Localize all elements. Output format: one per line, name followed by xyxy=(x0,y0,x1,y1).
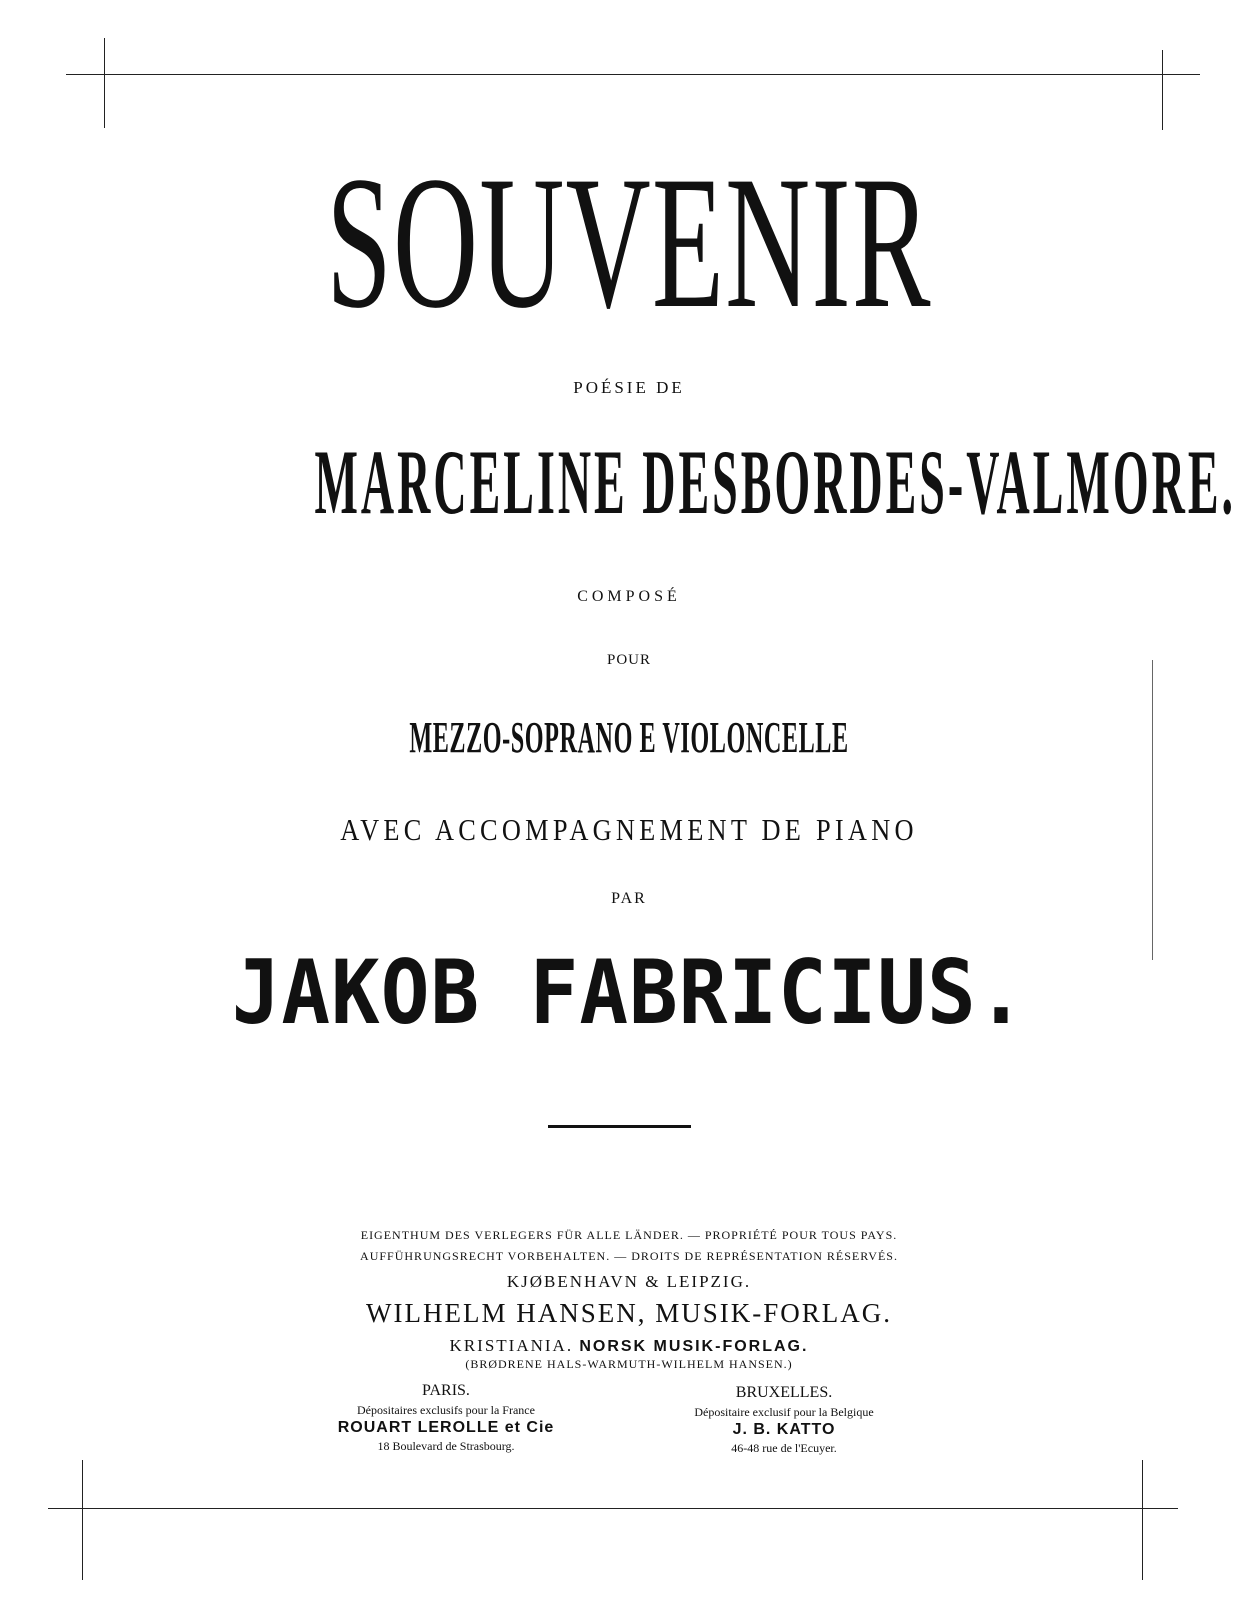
rights-line-2: AUFFÜHRUNGSRECHT VORBEHALTEN. — DROITS DE REPRÉSENTATION RÉSERVÉS. xyxy=(360,1249,898,1263)
voices-line: MEZZO-SOPRANO E VIOLONCELLE xyxy=(409,713,849,762)
crop-mark-top-right-vertical xyxy=(1162,50,1163,130)
composer-name: JAKOB FABRICIUS. xyxy=(231,941,1027,1044)
brussels-city: BRUXELLES. xyxy=(735,1384,833,1401)
crop-mark-top-horizontal xyxy=(66,74,1200,75)
paris-note: Dépositaires exclusifs pour la France xyxy=(357,1403,535,1417)
paris-address: 18 Boulevard de Strasbourg. xyxy=(377,1439,515,1453)
norway-note: (BRØDRENE HALS-WARMUTH-WILHELM HANSEN.) xyxy=(465,1357,793,1371)
publisher-norway xyxy=(0,1336,1258,1356)
pour-label: POUR xyxy=(606,652,651,668)
crop-mark-top-left-vertical xyxy=(104,38,105,128)
brussels-firm: J. B. KATTO xyxy=(732,1421,836,1438)
crop-mark-bottom-horizontal xyxy=(48,1508,1178,1509)
brussels-address: 46-48 rue de l'Ecuyer. xyxy=(731,1441,837,1455)
paris-firm: ROUART LEROLLE et Cie xyxy=(337,1419,555,1436)
ornamental-divider xyxy=(548,1125,691,1128)
norway-firm: NORSK MUSIK-FORLAG. xyxy=(579,1338,809,1355)
accompaniment-line: AVEC ACCOMPAGNEMENT DE PIANO xyxy=(340,812,918,847)
crop-mark-right-vertical xyxy=(1152,660,1153,960)
work-title: SOUVENIR xyxy=(326,138,932,348)
brussels-note: Dépositaire exclusif pour la Belgique xyxy=(694,1405,874,1419)
crop-mark-bottom-left-vertical xyxy=(82,1460,83,1580)
publisher-name: WILHELM HANSEN, MUSIK-FORLAG. xyxy=(366,1298,892,1328)
rights-line-1: EIGENTHUM DES VERLEGERS FÜR ALLE LÄNDER. — PROPRIÉTÉ POUR TOUS PAYS. xyxy=(360,1228,898,1242)
crop-mark-bottom-right-vertical xyxy=(1142,1460,1143,1580)
paris-imprint xyxy=(266,1382,626,1454)
composed-label: COMPOSÉ xyxy=(577,588,681,605)
publisher-cities: KJØBENHAVN & LEIPZIG. xyxy=(506,1272,752,1291)
brussels-imprint xyxy=(604,1384,964,1456)
norway-city: KRISTIANIA. xyxy=(449,1336,574,1355)
poet-name: MARCELINE DESBORDES-VALMORE. xyxy=(314,431,1237,533)
poet-intro: POÉSIE DE xyxy=(573,378,685,397)
par-label: PAR xyxy=(611,890,647,907)
paris-city: PARIS. xyxy=(422,1382,470,1399)
